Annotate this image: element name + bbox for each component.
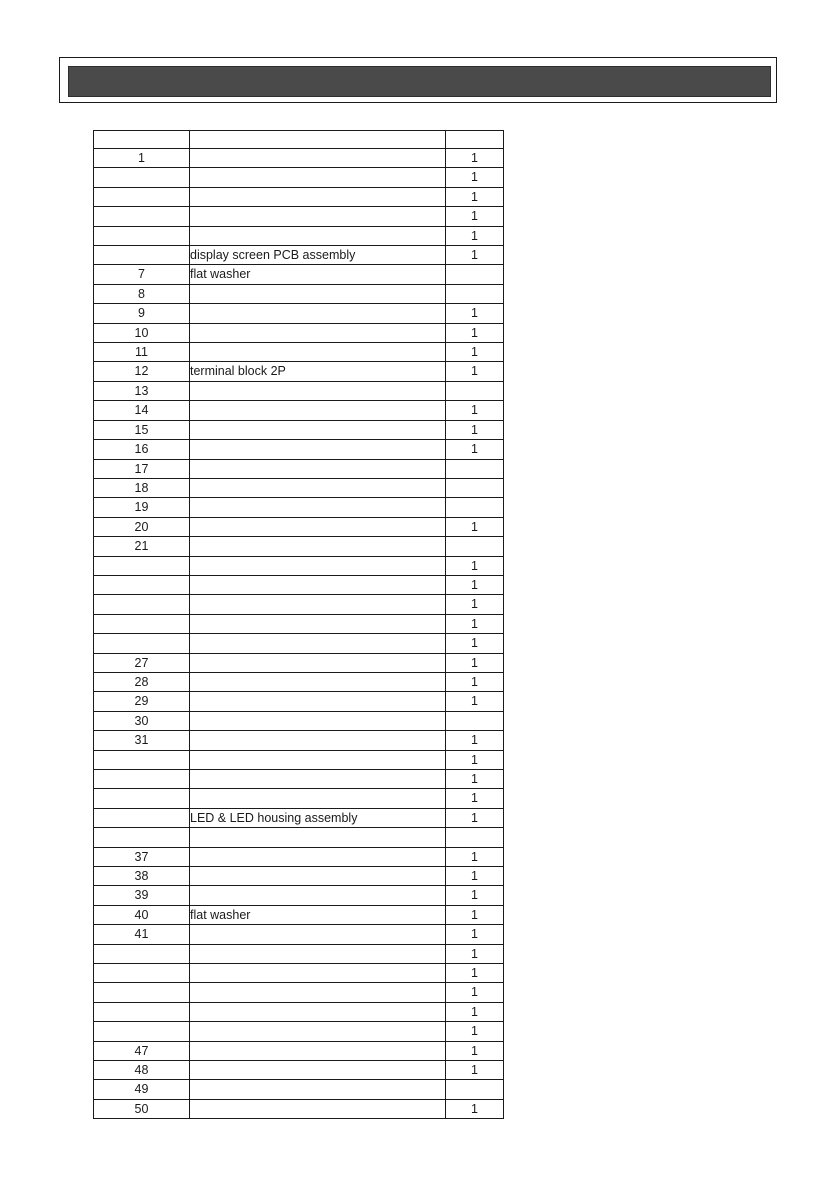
- part-name-cell: [190, 226, 446, 245]
- part-name-cell: [190, 750, 446, 769]
- part-quantity-cell: [446, 284, 504, 303]
- part-name-cell: [190, 575, 446, 594]
- table-row: [94, 226, 504, 245]
- part-quantity-cell: [446, 711, 504, 730]
- part-quantity-cell: 1: [446, 770, 504, 789]
- table-row: [94, 284, 504, 303]
- part-name-cell: [190, 847, 446, 866]
- table-row: [94, 265, 504, 284]
- table-row: [94, 440, 504, 459]
- part-quantity-cell: [446, 828, 504, 847]
- part-number-cell: 31: [94, 731, 190, 750]
- table-row: [94, 459, 504, 478]
- part-quantity-cell: 1: [446, 168, 504, 187]
- part-quantity-cell: 1: [446, 187, 504, 206]
- part-name-cell: [190, 478, 446, 497]
- part-name-cell: [190, 770, 446, 789]
- part-quantity-cell: 1: [446, 323, 504, 342]
- part-name-cell: [190, 731, 446, 750]
- part-quantity-cell: [446, 265, 504, 284]
- part-quantity-cell: 1: [446, 867, 504, 886]
- part-quantity-cell: 1: [446, 420, 504, 439]
- table-row: [94, 537, 504, 556]
- part-name-cell: [190, 983, 446, 1002]
- part-quantity-cell: 1: [446, 750, 504, 769]
- table-row: [94, 905, 504, 924]
- part-name-cell: [190, 595, 446, 614]
- part-name-cell: [190, 634, 446, 653]
- table-row: [94, 770, 504, 789]
- part-number-cell: [94, 808, 190, 827]
- part-number-cell: [94, 575, 190, 594]
- table-row: [94, 808, 504, 827]
- part-quantity-cell: 1: [446, 226, 504, 245]
- table-row: [94, 168, 504, 187]
- part-number-cell: [94, 1022, 190, 1041]
- part-quantity-cell: 1: [446, 1099, 504, 1118]
- part-name-cell: [190, 653, 446, 672]
- part-name-cell: [190, 1002, 446, 1021]
- part-quantity-cell: 1: [446, 905, 504, 924]
- part-name-cell: [190, 498, 446, 517]
- part-name-cell: [190, 886, 446, 905]
- part-quantity-cell: 1: [446, 1041, 504, 1060]
- table-row: [94, 847, 504, 866]
- part-number-cell: 47: [94, 1041, 190, 1060]
- part-quantity-cell: 1: [446, 614, 504, 633]
- part-quantity-cell: [446, 478, 504, 497]
- part-number-cell: 12: [94, 362, 190, 381]
- part-quantity-cell: 1: [446, 362, 504, 381]
- part-name-cell: terminal block 2P: [190, 362, 446, 381]
- part-name-cell: display screen PCB assembly: [190, 246, 446, 265]
- part-name-cell: [190, 517, 446, 536]
- part-number-cell: 28: [94, 672, 190, 691]
- part-number-cell: [94, 595, 190, 614]
- part-number-cell: [94, 750, 190, 769]
- part-number-cell: [94, 964, 190, 983]
- table-row: [94, 731, 504, 750]
- part-number-cell: 49: [94, 1080, 190, 1099]
- part-name-cell: [190, 284, 446, 303]
- part-name-cell: [190, 381, 446, 400]
- part-quantity-cell: 1: [446, 1022, 504, 1041]
- part-number-cell: 40: [94, 905, 190, 924]
- part-number-cell: 27: [94, 653, 190, 672]
- table-row: [94, 886, 504, 905]
- table-row: [94, 575, 504, 594]
- table-row: [94, 1002, 504, 1021]
- part-number-cell: 9: [94, 304, 190, 323]
- part-name-cell: [190, 789, 446, 808]
- part-quantity-cell: 1: [446, 634, 504, 653]
- table-row: [94, 556, 504, 575]
- header-title-bar: [68, 66, 771, 97]
- table-row: [94, 1041, 504, 1060]
- table-row: [94, 323, 504, 342]
- part-name-cell: [190, 964, 446, 983]
- table-row: [94, 478, 504, 497]
- part-name-cell: [190, 1022, 446, 1041]
- part-number-cell: [94, 944, 190, 963]
- part-number-cell: 19: [94, 498, 190, 517]
- part-quantity-cell: 1: [446, 847, 504, 866]
- part-quantity-cell: 1: [446, 672, 504, 691]
- table-row: [94, 517, 504, 536]
- column-header-qty: [446, 131, 504, 149]
- table-row: [94, 401, 504, 420]
- part-name-cell: flat washer: [190, 265, 446, 284]
- part-name-cell: [190, 556, 446, 575]
- part-number-cell: [94, 207, 190, 226]
- part-quantity-cell: 1: [446, 925, 504, 944]
- part-quantity-cell: 1: [446, 789, 504, 808]
- table-row: [94, 149, 504, 168]
- parts-table-body: [94, 149, 504, 1119]
- part-name-cell: [190, 944, 446, 963]
- table-row: [94, 614, 504, 633]
- part-name-cell: [190, 168, 446, 187]
- part-quantity-cell: 1: [446, 401, 504, 420]
- table-header-row: [94, 131, 504, 149]
- part-quantity-cell: [446, 459, 504, 478]
- part-quantity-cell: 1: [446, 440, 504, 459]
- part-number-cell: 39: [94, 886, 190, 905]
- part-number-cell: [94, 828, 190, 847]
- part-name-cell: [190, 207, 446, 226]
- part-number-cell: 16: [94, 440, 190, 459]
- part-quantity-cell: 1: [446, 1061, 504, 1080]
- parts-list-table: [93, 130, 504, 1119]
- part-number-cell: 10: [94, 323, 190, 342]
- table-row: [94, 595, 504, 614]
- part-number-cell: 13: [94, 381, 190, 400]
- part-number-cell: 20: [94, 517, 190, 536]
- part-number-cell: 21: [94, 537, 190, 556]
- part-number-cell: 8: [94, 284, 190, 303]
- table-row: [94, 828, 504, 847]
- column-header-no: [94, 131, 190, 149]
- part-name-cell: [190, 343, 446, 362]
- part-number-cell: [94, 246, 190, 265]
- part-quantity-cell: 1: [446, 517, 504, 536]
- part-number-cell: 18: [94, 478, 190, 497]
- part-name-cell: [190, 1080, 446, 1099]
- part-quantity-cell: 1: [446, 886, 504, 905]
- part-quantity-cell: 1: [446, 556, 504, 575]
- part-name-cell: [190, 149, 446, 168]
- part-number-cell: [94, 187, 190, 206]
- table-row: [94, 1022, 504, 1041]
- part-number-cell: 1: [94, 149, 190, 168]
- table-row: [94, 925, 504, 944]
- part-number-cell: 17: [94, 459, 190, 478]
- part-name-cell: [190, 187, 446, 206]
- part-number-cell: 37: [94, 847, 190, 866]
- table-row: [94, 362, 504, 381]
- part-name-cell: [190, 323, 446, 342]
- part-number-cell: 15: [94, 420, 190, 439]
- table-row: [94, 692, 504, 711]
- part-number-cell: 50: [94, 1099, 190, 1118]
- table-row: [94, 343, 504, 362]
- part-quantity-cell: [446, 1080, 504, 1099]
- part-name-cell: [190, 459, 446, 478]
- part-name-cell: [190, 401, 446, 420]
- part-quantity-cell: 1: [446, 983, 504, 1002]
- part-number-cell: 30: [94, 711, 190, 730]
- table-row: [94, 187, 504, 206]
- part-name-cell: [190, 925, 446, 944]
- table-row: [94, 381, 504, 400]
- part-number-cell: 38: [94, 867, 190, 886]
- table-row: [94, 964, 504, 983]
- part-number-cell: [94, 168, 190, 187]
- part-name-cell: [190, 711, 446, 730]
- part-name-cell: [190, 1041, 446, 1060]
- part-quantity-cell: 1: [446, 343, 504, 362]
- part-quantity-cell: [446, 381, 504, 400]
- table-row: [94, 789, 504, 808]
- part-number-cell: [94, 1002, 190, 1021]
- part-name-cell: [190, 1099, 446, 1118]
- part-quantity-cell: 1: [446, 575, 504, 594]
- table-row: [94, 750, 504, 769]
- part-name-cell: [190, 828, 446, 847]
- table-row: [94, 867, 504, 886]
- part-name-cell: flat washer: [190, 905, 446, 924]
- table-row: [94, 207, 504, 226]
- part-name-cell: [190, 304, 446, 323]
- part-quantity-cell: 1: [446, 944, 504, 963]
- part-number-cell: [94, 226, 190, 245]
- part-number-cell: 29: [94, 692, 190, 711]
- part-quantity-cell: 1: [446, 304, 504, 323]
- part-name-cell: [190, 420, 446, 439]
- table-row: [94, 246, 504, 265]
- table-row: [94, 711, 504, 730]
- part-name-cell: [190, 867, 446, 886]
- table-row: [94, 498, 504, 517]
- part-number-cell: 11: [94, 343, 190, 362]
- part-quantity-cell: 1: [446, 731, 504, 750]
- part-number-cell: [94, 614, 190, 633]
- part-number-cell: 7: [94, 265, 190, 284]
- part-number-cell: [94, 556, 190, 575]
- part-name-cell: [190, 614, 446, 633]
- part-name-cell: [190, 1061, 446, 1080]
- part-quantity-cell: 1: [446, 692, 504, 711]
- part-quantity-cell: 1: [446, 1002, 504, 1021]
- part-quantity-cell: 1: [446, 595, 504, 614]
- part-number-cell: [94, 770, 190, 789]
- part-number-cell: 14: [94, 401, 190, 420]
- table-row: [94, 653, 504, 672]
- part-number-cell: [94, 634, 190, 653]
- part-name-cell: [190, 692, 446, 711]
- table-row: [94, 1080, 504, 1099]
- part-number-cell: [94, 789, 190, 808]
- table-row: [94, 304, 504, 323]
- part-quantity-cell: [446, 498, 504, 517]
- table-row: [94, 944, 504, 963]
- part-number-cell: 48: [94, 1061, 190, 1080]
- table-row: [94, 1099, 504, 1118]
- part-quantity-cell: 1: [446, 653, 504, 672]
- part-quantity-cell: 1: [446, 808, 504, 827]
- part-quantity-cell: 1: [446, 246, 504, 265]
- part-name-cell: [190, 672, 446, 691]
- table-row: [94, 420, 504, 439]
- part-name-cell: [190, 537, 446, 556]
- table-row: [94, 634, 504, 653]
- table-row: [94, 983, 504, 1002]
- part-quantity-cell: 1: [446, 149, 504, 168]
- part-quantity-cell: [446, 537, 504, 556]
- table-row: [94, 1061, 504, 1080]
- part-name-cell: [190, 440, 446, 459]
- part-number-cell: [94, 983, 190, 1002]
- part-quantity-cell: 1: [446, 207, 504, 226]
- table-row: [94, 672, 504, 691]
- part-quantity-cell: 1: [446, 964, 504, 983]
- part-name-cell: LED & LED housing assembly: [190, 808, 446, 827]
- column-header-name: [190, 131, 446, 149]
- part-number-cell: 41: [94, 925, 190, 944]
